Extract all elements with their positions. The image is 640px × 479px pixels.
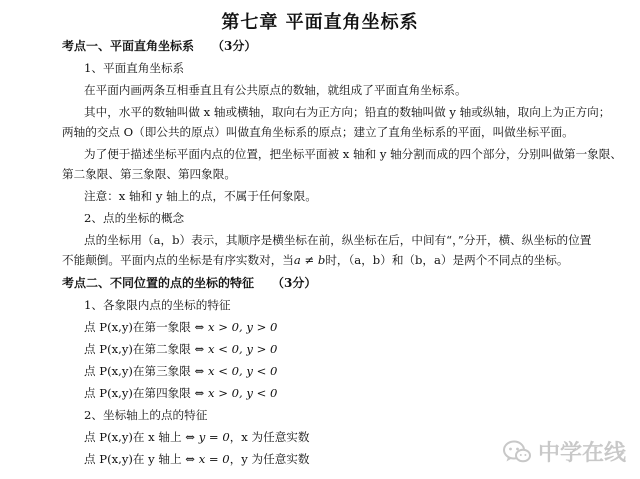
axis-line xyxy=(84,429,310,445)
section-score: （3分） xyxy=(212,39,257,53)
text-run: 点 P(x,y)在 x 轴上 ⇔ xyxy=(84,430,199,444)
paragraph-line: 其中，水平的数轴叫做 x 轴或横轴，取向右为正方向；铅直的数轴叫做 y 轴或纵轴，取向上为正方向； xyxy=(84,105,611,119)
math-expression: a ≠ b xyxy=(293,253,326,267)
text-run: ，x 为任意实数 xyxy=(229,430,310,444)
math-expression: x < 0, y > 0 xyxy=(207,342,278,356)
subheading: 2、点的坐标的概念 xyxy=(84,211,185,225)
quadrant-line xyxy=(84,319,277,335)
section-heading-text: 考点二、不同位置的点的坐标的特征 xyxy=(62,276,255,290)
text-run: 点 P(x,y)在第一象限 ⇔ xyxy=(84,320,208,334)
text-run: 时，（a，b）和（b，a）是两个不同点的坐标。 xyxy=(325,253,569,267)
chapter-title: 第七章 平面直角坐标系 xyxy=(221,12,419,33)
axis-line xyxy=(84,451,310,467)
section-heading-text: 考点一、平面直角坐标系 xyxy=(62,39,195,53)
paragraph-line: 点的坐标用（a，b）表示，其顺序是横坐标在前，纵坐标在后，中间有“，”分开，横、纵坐标的位置 xyxy=(84,233,592,247)
watermark-text: 中学在线 xyxy=(537,441,626,466)
paragraph-line xyxy=(62,252,568,268)
paragraph-line: 在平面内画两条互相垂直且有公共原点的数轴，就组成了平面直角坐标系。 xyxy=(84,83,467,97)
math-expression: x > 0, y < 0 xyxy=(207,386,278,400)
watermark xyxy=(502,436,626,467)
paragraph-line: 第二象限、第三象限、第四象限。 xyxy=(62,167,236,181)
note-line: 注意：x 轴和 y 轴上的点，不属于任何象限。 xyxy=(84,189,317,203)
text-run: ，y 为任意实数 xyxy=(229,452,310,466)
subheading: 2、坐标轴上的点的特征 xyxy=(84,408,208,422)
quadrant-line xyxy=(84,363,277,379)
section-heading-1 xyxy=(62,38,256,54)
math-expression: x > 0, y > 0 xyxy=(207,320,278,334)
subheading: 1、各象限内点的坐标的特征 xyxy=(84,298,231,312)
text-run: 点 P(x,y)在第三象限 ⇔ xyxy=(84,364,208,378)
paragraph-line: 两轴的交点 O（即公共的原点）叫做直角坐标系的原点；建立了直角坐标系的平面，叫做坐标平面。 xyxy=(62,125,574,139)
text-run: 不能颠倒。平面内点的坐标是有序实数对，当 xyxy=(62,253,294,267)
text-run: 点 P(x,y)在第四象限 ⇔ xyxy=(84,386,208,400)
wechat-icon xyxy=(502,439,532,465)
text-run: 点 P(x,y)在 y 轴上 ⇔ xyxy=(84,452,199,466)
subheading: 1、平面直角坐标系 xyxy=(84,61,185,75)
quadrant-line xyxy=(84,385,277,401)
section-score: （3分） xyxy=(272,276,317,290)
math-expression: y = 0 xyxy=(198,430,230,444)
math-expression: x < 0, y < 0 xyxy=(207,364,278,378)
section-heading-2 xyxy=(62,275,316,291)
quadrant-line xyxy=(84,341,277,357)
paragraph-line: 为了便于描述坐标平面内点的位置，把坐标平面被 x 轴和 y 轴分割而成的四个部分，分别叫做第一象限、 xyxy=(84,147,622,161)
text-run: 点 P(x,y)在第二象限 ⇔ xyxy=(84,342,208,356)
math-expression: x = 0 xyxy=(198,452,230,466)
